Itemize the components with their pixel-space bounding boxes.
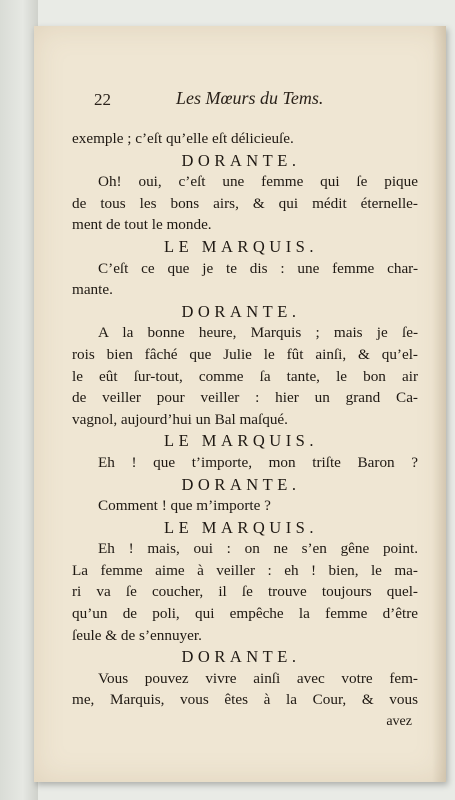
text-line: le eût ſur-tout, comme ſa tante, le bon air	[72, 367, 418, 385]
text-line: Eh ! mais, oui : on ne s’en gêne point.	[98, 540, 418, 558]
speaker-name: DORANTE.	[181, 150, 301, 170]
text-line: La femme aime à veiller : eh ! bien, le ma-	[72, 561, 418, 579]
text-line: Vous pouvez vivre ainſi avec votre fem-	[98, 669, 418, 687]
speaker-name: LE MARQUIS.	[163, 431, 318, 451]
text-line: rois bien fâché que Julie le fût ainſi, & qu’el-	[72, 345, 418, 363]
speaker-name: DORANTE.	[181, 301, 301, 321]
text-line: Oh! oui, c’eſt une femme qui ſe pique	[98, 173, 418, 191]
running-title: Les Mœurs du Tems.	[176, 88, 324, 108]
page-edge-shadow	[432, 26, 446, 782]
text-line: ment de tout le monde.	[72, 216, 212, 234]
text-line: ri va ſe coucher, il ſe trouve toujours quel-	[72, 583, 418, 601]
scan-background	[0, 0, 38, 800]
page-header	[64, 88, 364, 114]
speaker-name: LE MARQUIS.	[163, 517, 318, 537]
text-line: Eh ! que t’importe, mon triſte Baron ?	[98, 453, 418, 471]
text-line: ſeule & de s’ennuyer.	[72, 626, 202, 644]
text-line: vagnol, aujourd’hui un Bal maſqué.	[72, 410, 288, 428]
catchword: avez	[386, 714, 412, 730]
speaker-name: DORANTE.	[181, 474, 301, 494]
text-line: de tous les bons airs, & qui médit éternelle-	[72, 194, 418, 212]
text-line: A la bonne heure, Marquis ; mais je ſe-	[98, 324, 418, 342]
speaker-name: DORANTE.	[181, 647, 301, 667]
text-line: C’eſt ce que je te dis : une femme char-	[98, 259, 418, 277]
speaker-name: LE MARQUIS.	[163, 236, 318, 256]
text-line: me, Marquis, vous êtes à la Cour, & vous	[72, 691, 418, 709]
text-line: exemple ; c’eſt qu’elle eſt délicieuſe.	[72, 130, 294, 147]
text-line: de veiller pour veiller : hier un grand Ca-	[72, 389, 418, 407]
text-line: qu’un de poli, qui empêche la femme d’être	[72, 605, 418, 623]
text-line: mante.	[72, 281, 113, 299]
text-line: Comment ! que m’importe ?	[98, 497, 271, 515]
page-number: 22	[94, 90, 111, 109]
body-text	[72, 128, 418, 733]
